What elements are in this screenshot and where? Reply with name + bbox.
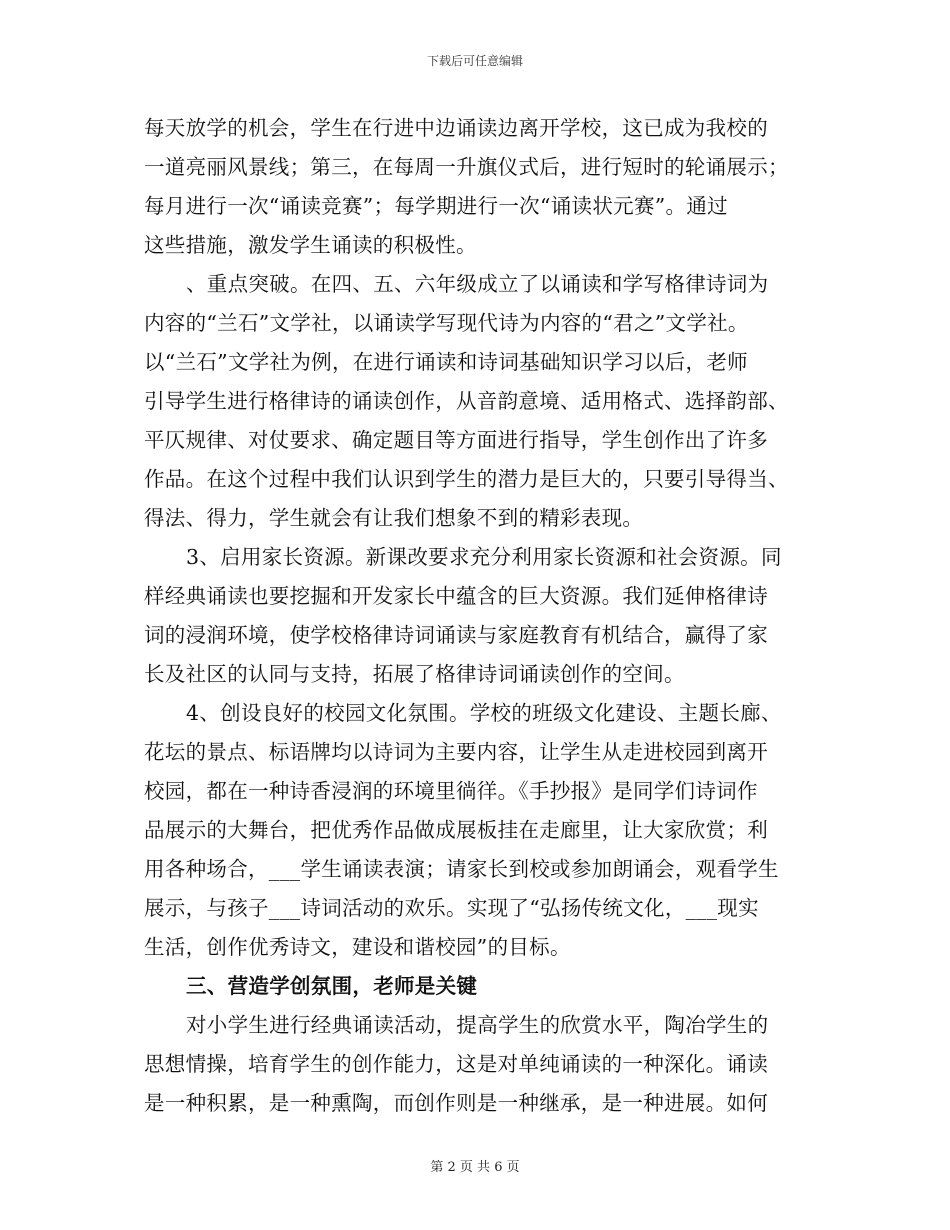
body-line: 校园，都在一种诗香浸润的环境里徜徉。《手抄报》是同学们诗词作 (144, 779, 758, 803)
section-heading: 三、营造学创氛围，老师是关键 (186, 974, 478, 998)
body-line: 以“兰石”文学社为例，在进行诵读和诗词基础知识学习以后，老师 (144, 350, 748, 374)
body-line: 每天放学的机会，学生在行进中边诵读边离开学校，这已成为我校的 (144, 116, 768, 140)
page-header-note: 下载后可任意编辑 (426, 54, 523, 68)
body-line: 引导学生进行格律诗的诵读创作，从音韵意境、适用格式、选择韵部、 (144, 389, 789, 413)
body-line: 作品。在这个过程中我们认识到学生的潜力是巨大的，只要引导得当、 (144, 467, 789, 491)
paragraph-start-line: 4、创设良好的校园文化氛围。学校的班级文化建设、主题长廊、 (186, 701, 782, 725)
paragraph-start-line: 对小学生进行经典诵读活动，提高学生的欣赏水平，陶冶学生的 (186, 1013, 769, 1037)
body-line: 一道亮丽风景线；第三，在每周一升旗仪式后，进行短时的轮诵展示； (144, 155, 789, 179)
body-line: 生活，创作优秀诗文，建设和谐校园”的目标。 (144, 935, 571, 959)
body-line: 每月进行一次“诵读竞赛”；每学期进行一次“诵读状元赛”。通过 (144, 194, 728, 218)
body-line: 词的浸润环境，使学校格律诗词诵读与家庭教育有机结合，赢得了家 (144, 623, 768, 647)
body-line: 长及社区的认同与支持，拓展了格律诗词诵读创作的空间。 (144, 662, 685, 686)
body-line: 思想情操，培育学生的创作能力，这是对单纯诵读的一种深化。诵读 (144, 1052, 768, 1076)
paragraph-start-line: 3、启用家长资源。新课改要求充分利用家长资源和社会资源。同 (186, 545, 782, 569)
body-line: 品展示的大舞台，把优秀作品做成展板挂在走廊里，让大家欣赏；利 (144, 818, 768, 842)
body-line: 展示，与孩子___诗词活动的欢乐。实现了“弘扬传统文化，___现实 (144, 896, 759, 920)
body-line: 花坛的景点、标语牌均以诗词为主要内容，让学生从走进校园到离开 (144, 740, 768, 764)
body-line: 平仄规律、对仗要求、确定题目等方面进行指导，学生创作出了许多 (144, 428, 768, 452)
body-line: 是一种积累，是一种熏陶，而创作则是一种继承，是一种进展。如何 (144, 1091, 768, 1115)
paragraph-start-line: 、重点突破。在四、五、六年级成立了以诵读和学写格律诗词为 (186, 272, 769, 296)
body-line: 内容的“兰石”文学社，以诵读学写现代诗为内容的“君之”文学社。 (144, 311, 749, 335)
page-number: 第 2 页 共 6 页 (430, 1160, 520, 1175)
body-line: 这些措施，激发学生诵读的积极性。 (144, 233, 477, 257)
body-line: 样经典诵读也要挖掘和开发家长中蕴含的巨大资源。我们延伸格律诗 (144, 584, 768, 608)
body-line: 用各种场合，___学生诵读表演；请家长到校或参加朗诵会，观看学生 (144, 857, 779, 881)
body-line: 得法、得力，学生就会有让我们想象不到的精彩表现。 (144, 506, 644, 530)
